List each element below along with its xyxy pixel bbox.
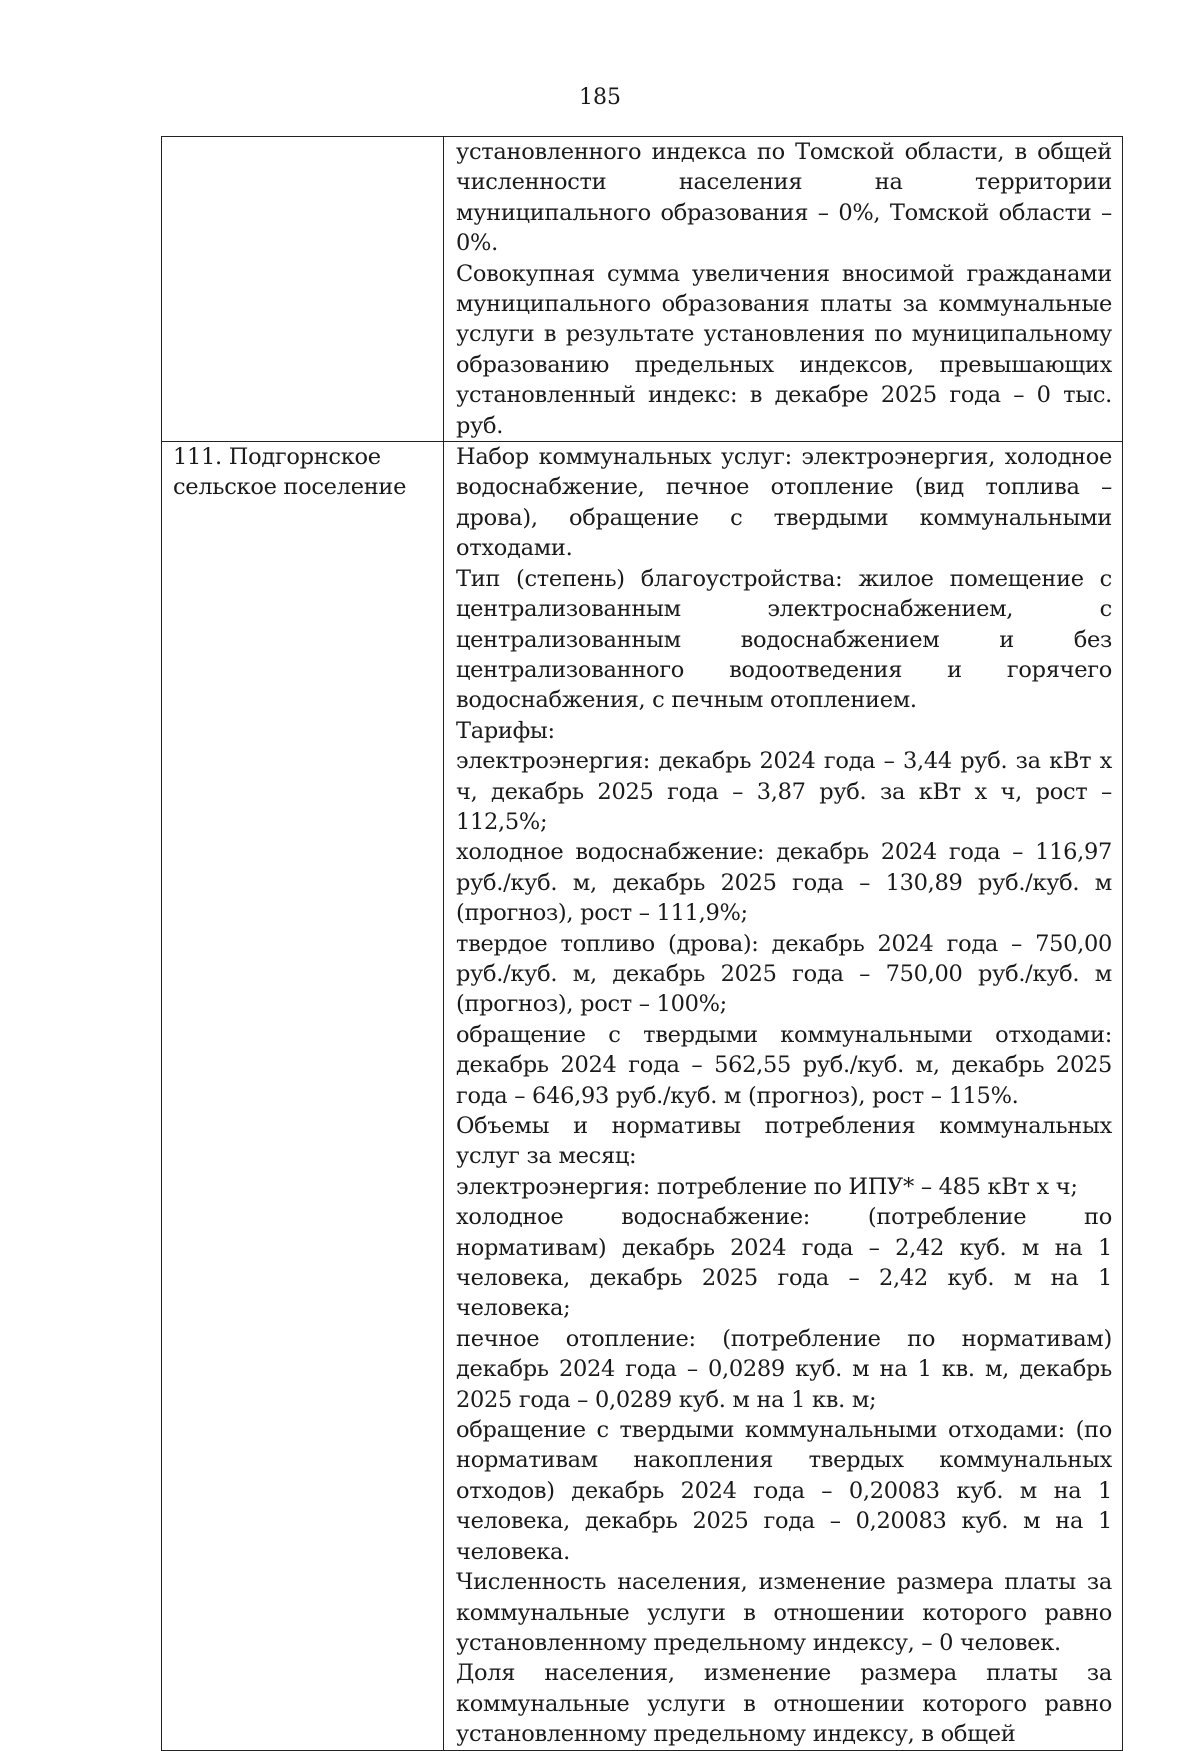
paragraph: обращение с твердыми коммунальными отходами: (по нормативам накопления твердых коммунальных отходов) декабрь 2024 года – 0,20083 куб. м на 1 человека, декабрь 2025 года – 0,20083 куб. м на 1 человека. <box>456 1417 1112 1565</box>
municipality-label-line: сельское поселение <box>173 474 407 501</box>
paragraph: Доля населения, изменение размера платы за коммунальные услуги в отношении которого равно установленному предельному индексу, в общей <box>456 1660 1112 1748</box>
paragraph: твердое топливо (дрова): декабрь 2024 года – 750,00 руб./куб. м, декабрь 2025 года – 750,00 руб./куб. м (прогноз), рост – 100%; <box>456 930 1112 1018</box>
paragraph: установленного индекса по Томской области, в общей численности населения на территории муниципального образования – 0%, Томской области – 0%. <box>456 139 1112 257</box>
paragraph: холодное водоснабжение: декабрь 2024 года – 116,97 руб./куб. м, декабрь 2025 года – 130,89 руб./куб. м (прогноз), рост – 111,9%; <box>456 839 1112 927</box>
table-cell-municipality <box>162 442 444 1750</box>
paragraph: электроэнергия: декабрь 2024 года – 3,44 руб. за кВт х ч, декабрь 2025 года – 3,87 руб. за кВт х ч, рост – 112,5%; <box>456 748 1112 835</box>
paragraph: Тарифы: <box>456 717 555 744</box>
table-cell-description <box>444 442 1123 1750</box>
paragraph: электроэнергия: потребление по ИПУ* – 485 кВт х ч; <box>456 1173 1078 1200</box>
paragraph: печное отопление: (потребление по нормативам) декабрь 2024 года – 0,0289 куб. м на 1 кв. м, декабрь 2025 года – 0,0289 куб. м на 1 кв. м; <box>456 1325 1112 1413</box>
paragraph: Объемы и нормативы потребления коммунальных услуг за месяц: <box>456 1113 1112 1170</box>
paragraph: холодное водоснабжение: (потребление по нормативам) декабрь 2024 года – 2,42 куб. м на 1 человека, декабрь 2025 года – 2,42 куб. м на 1 человека; <box>456 1204 1112 1322</box>
table-row <box>162 137 1123 442</box>
table-cell-description <box>444 137 1123 442</box>
tariff-table <box>161 136 1123 1751</box>
paragraph: Численность населения, изменение размера платы за коммунальные услуги в отношении которого равно установленному предельному индексу, – 0 человек. <box>456 1569 1112 1656</box>
paragraph: обращение с твердыми коммунальными отходами: декабрь 2024 года – 562,55 руб./куб. м, декабрь 2025 года – 646,93 руб./куб. м (прогноз), рост – 115%. <box>456 1021 1112 1109</box>
paragraph: Набор коммунальных услуг: электроэнергия, холодное водоснабжение, печное отопление (вид топлива – дрова), обращение с твердыми коммунальными отходами. <box>456 444 1112 562</box>
table-row <box>162 442 1123 1750</box>
paragraph: Тип (степень) благоустройства: жилое помещение с централизованным электроснабжением, с централизованным водоснабжением и без централизованного водоотведения и горячего водоснабжения, с печным отоплением. <box>456 565 1112 714</box>
page-number: 185 <box>579 85 621 110</box>
table-cell-municipality <box>162 137 444 442</box>
municipality-label-line: 111. Подгорнское <box>173 444 381 471</box>
municipality-label <box>173 442 433 503</box>
paragraph: Совокупная сумма увеличения вносимой гражданами муниципального образования платы за коммунальные услуги в результате установления по муниципальному образованию предельных индексов, превышающих установленный индекс: в декабре 2025 года – 0 тыс. руб. <box>456 260 1112 439</box>
